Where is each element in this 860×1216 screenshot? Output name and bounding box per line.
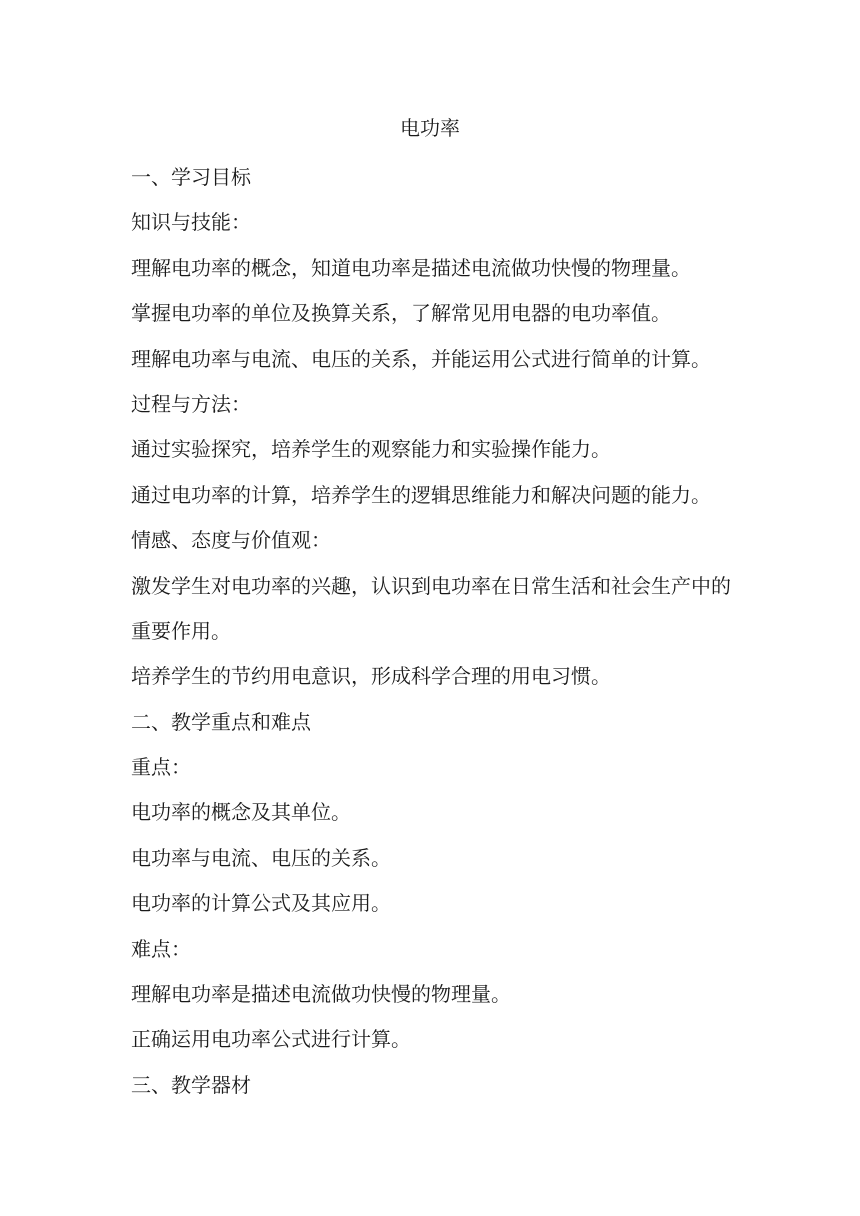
paragraph-line: 理解电功率与电流、电压的关系，并能运用公式进行简单的计算。	[131, 346, 711, 371]
paragraph-line: 电功率的计算公式及其应用。	[131, 891, 391, 916]
subheading-process-methods: 过程与方法：	[131, 391, 251, 416]
paragraph-line: 理解电功率是描述电流做功快慢的物理量。	[131, 982, 511, 1007]
paragraph-line: 理解电功率的概念，知道电功率是描述电流做功快慢的物理量。	[131, 255, 691, 280]
paragraph-line: 掌握电功率的单位及换算关系，了解常见用电器的电功率值。	[131, 301, 671, 326]
paragraph-line: 培养学生的节约用电意识，形成科学合理的用电习惯。	[131, 664, 611, 689]
subheading-emotion-values: 情感、态度与价值观：	[131, 528, 331, 553]
section-heading-equipment: 三、教学器材	[131, 1072, 251, 1097]
document-title: 电功率	[400, 116, 460, 140]
section-heading-objectives: 一、学习目标	[131, 165, 251, 189]
subheading-difficulties: 难点：	[131, 936, 191, 961]
paragraph-line: 通过实验探究，培养学生的观察能力和实验操作能力。	[131, 437, 611, 462]
subheading-key-points: 重点：	[131, 755, 191, 780]
paragraph-line: 通过电功率的计算，培养学生的逻辑思维能力和解决问题的能力。	[131, 482, 711, 507]
section-heading-key-points: 二、教学重点和难点	[131, 709, 311, 734]
document-body	[131, 155, 731, 1108]
paragraph-line: 正确运用电功率公式进行计算。	[131, 1027, 411, 1052]
paragraph-line: 激发学生对电功率的兴趣，认识到电功率在日常生活和社会生产中的	[131, 573, 731, 598]
paragraph-line: 电功率与电流、电压的关系。	[131, 845, 391, 870]
paragraph-line-continuation: 重要作用。	[131, 618, 231, 643]
subheading-knowledge-skills: 知识与技能：	[131, 210, 251, 235]
paragraph-line: 电功率的概念及其单位。	[131, 800, 351, 825]
